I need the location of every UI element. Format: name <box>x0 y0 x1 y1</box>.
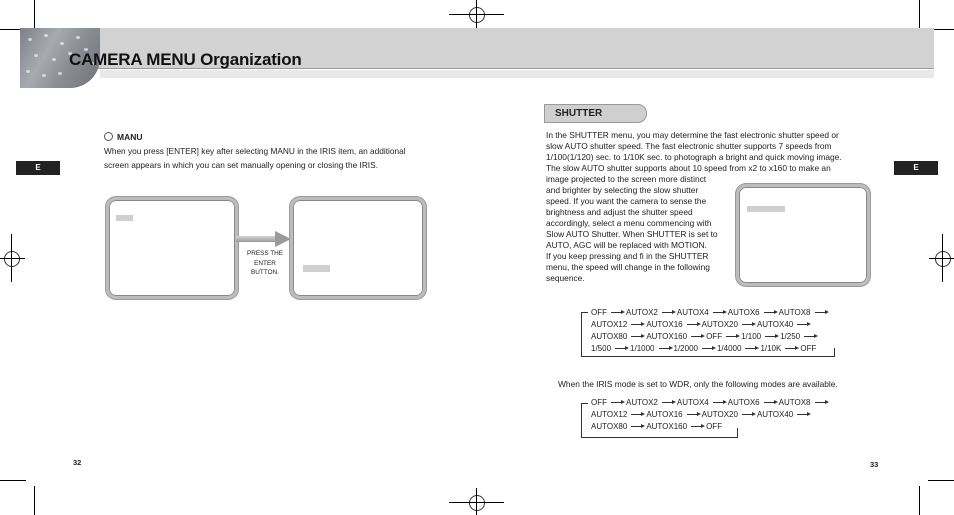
shutter-text-line: The slow AUTO shutter supports about 10 speed from x2 to x160 to make an <box>546 163 831 173</box>
sequence-item: AUTOX2 <box>626 398 658 407</box>
shutter-text-line: accordingly, select a menu commencing with <box>546 218 712 228</box>
crop-mark <box>928 480 954 481</box>
sequence-row <box>591 344 816 353</box>
wdr-note: When the IRIS mode is set to WDR, only the following modes are available. <box>558 379 838 389</box>
shutter-text-line: slow AUTO shutter speed. The fast electronic shutter supports 7 speeds from <box>546 141 832 151</box>
page-title: CAMERA MENU Organization <box>69 50 302 69</box>
bracket-line <box>581 403 582 437</box>
sequence-item: AUTOX160 <box>646 422 688 431</box>
arrow-right-icon <box>631 414 643 415</box>
bracket-line <box>581 356 834 357</box>
shutter-text-line: and brighter by selecting the slow shutter <box>546 185 699 195</box>
arrow-right-icon <box>631 324 643 325</box>
decor-dot <box>76 36 80 39</box>
bracket-line <box>581 403 588 404</box>
shutter-text-line: 1/100(1/120) sec. to 1/10K sec. to photograph a bright and quick moving image. <box>546 152 842 162</box>
bracket-line <box>581 312 588 313</box>
bracket-line <box>581 312 582 356</box>
arrow-right-icon <box>615 348 627 349</box>
sequence-item: AUTOX6 <box>727 308 760 317</box>
arrow-right-icon <box>713 312 725 313</box>
decor-dot <box>42 74 46 77</box>
shutter-text-line: image projected to the screen more distinct <box>546 174 707 184</box>
sequence-item: OFF <box>800 344 817 353</box>
sequence-row <box>591 308 830 317</box>
sequence-item: AUTOX12 <box>591 410 628 419</box>
shutter-text-line: In the SHUTTER menu, you may determine the fast electronic shutter speed or <box>546 130 839 140</box>
sequence-item: AUTOX8 <box>778 398 811 407</box>
arrow-right-icon <box>713 402 725 403</box>
bracket-line <box>581 437 737 438</box>
screen-after <box>290 197 426 299</box>
arrow-right-icon <box>764 312 776 313</box>
sequence-row <box>591 320 812 329</box>
arrow-right-icon <box>797 414 809 415</box>
crop-mark <box>0 480 26 481</box>
language-tab-right: E <box>894 161 938 175</box>
sequence-item: AUTOX6 <box>727 398 760 407</box>
shutter-screen <box>736 184 870 286</box>
arrow-right-icon <box>815 312 827 313</box>
arrow-right-icon <box>687 414 699 415</box>
registration-mark-icon <box>469 7 485 23</box>
menu-highlight <box>116 215 133 221</box>
sequence-item: OFF <box>591 398 607 407</box>
registration-mark-icon <box>469 495 485 511</box>
arrow-right-icon <box>691 426 703 427</box>
header-underline <box>100 70 934 78</box>
crop-mark <box>34 486 35 515</box>
menu-highlight <box>747 206 785 212</box>
circle-bullet-icon <box>104 132 113 141</box>
screen-before <box>106 197 238 299</box>
decor-dot <box>52 58 56 61</box>
decor-dot <box>26 70 30 73</box>
sequence-item: 1/100 <box>741 332 762 341</box>
sequence-item: AUTOX20 <box>701 320 738 329</box>
arrow-head-icon <box>275 231 291 247</box>
shutter-text-line: Slow AUTO Shutter. When SHUTTER is set to <box>546 229 718 239</box>
arrow-right-icon <box>785 348 797 349</box>
sequence-item: 1/1000 <box>630 344 655 353</box>
page-number-right: 33 <box>870 460 879 469</box>
sequence-item: OFF <box>591 308 607 317</box>
arrow-right-icon <box>687 324 699 325</box>
registration-mark-icon <box>935 251 951 267</box>
crop-mark <box>449 502 504 503</box>
sequence-item: AUTOX20 <box>701 410 738 419</box>
sequence-row <box>591 332 819 341</box>
sequence-item: AUTOX8 <box>778 308 811 317</box>
crop-mark <box>929 258 954 259</box>
decor-dot <box>60 42 64 45</box>
arrow-right-icon <box>797 324 809 325</box>
arrow-right-icon <box>236 236 276 242</box>
menu-highlight <box>303 265 330 272</box>
arrow-right-icon <box>742 324 754 325</box>
shutter-heading: SHUTTER <box>544 104 647 123</box>
press-enter-label: PRESS THE ENTER BUTTON. <box>246 250 284 276</box>
decor-dot <box>34 54 38 57</box>
shutter-text-line: speed. If you want the camera to sense the <box>546 196 707 206</box>
page-number-left: 32 <box>73 458 82 467</box>
crop-mark <box>34 0 35 29</box>
arrow-right-icon <box>702 348 714 349</box>
sequence-item: 1/500 <box>591 344 612 353</box>
sequence-item: AUTOX160 <box>646 332 688 341</box>
sequence-item: AUTOX40 <box>756 320 794 329</box>
manu-heading: MANU <box>104 132 143 142</box>
arrow-right-icon <box>815 402 827 403</box>
shutter-text-line: AUTO, AGC will be replaced with MOTION. <box>546 240 707 250</box>
arrow-right-icon <box>765 336 777 337</box>
sequence-row <box>591 410 812 419</box>
arrow-right-icon <box>691 336 703 337</box>
crop-mark <box>919 0 920 29</box>
sequence-item: OFF <box>706 422 723 431</box>
shutter-text-line: sequence. <box>546 273 585 283</box>
manu-text-line: When you press [ENTER] key after selecting MANU in the IRIS item, an additional <box>104 146 406 156</box>
arrow-right-icon <box>659 348 671 349</box>
sequence-item: AUTOX2 <box>626 308 658 317</box>
decor-dot <box>44 34 48 37</box>
bracket-line <box>834 348 835 357</box>
sequence-item: 1/4000 <box>716 344 742 353</box>
sequence-item: AUTOX40 <box>756 410 794 419</box>
arrow-right-icon <box>764 402 776 403</box>
sequence-item: 1/2000 <box>673 344 698 353</box>
sequence-item: AUTOX16 <box>646 410 683 419</box>
shutter-text-line: If you keep pressing and fi in the SHUTTER <box>546 251 709 261</box>
arrow-right-icon <box>662 402 674 403</box>
shutter-text-line: menu, the speed will change in the following <box>546 262 710 272</box>
arrow-right-icon <box>804 336 816 337</box>
crop-mark <box>449 14 504 15</box>
sequence-item: AUTOX4 <box>676 308 709 317</box>
arrow-right-icon <box>611 312 623 313</box>
arrow-right-icon <box>742 414 754 415</box>
sequence-row <box>591 398 830 407</box>
arrow-right-icon <box>631 426 643 427</box>
sequence-item: AUTOX80 <box>591 332 628 341</box>
crop-mark <box>919 486 920 515</box>
sequence-item: OFF <box>706 332 723 341</box>
sequence-item: AUTOX16 <box>646 320 683 329</box>
language-tab-left: E <box>16 161 60 175</box>
sequence-item: 1/10K <box>760 344 782 353</box>
sequence-item: AUTOX80 <box>591 422 628 431</box>
decor-dot <box>58 72 62 75</box>
shutter-text-line: brightness and adjust the shutter speed <box>546 207 693 217</box>
sequence-item: AUTOX4 <box>676 398 709 407</box>
sequence-row <box>591 422 722 431</box>
manu-text-line: screen appears in which you can set manually opening or closing the IRIS. <box>104 160 378 170</box>
registration-mark-icon <box>4 251 20 267</box>
sequence-item: 1/250 <box>780 332 801 341</box>
decor-dot <box>28 38 32 41</box>
arrow-right-icon <box>611 402 623 403</box>
bracket-line <box>737 428 738 438</box>
sequence-item: AUTOX12 <box>591 320 628 329</box>
crop-mark <box>0 258 25 259</box>
arrow-right-icon <box>631 336 643 337</box>
arrow-right-icon <box>745 348 757 349</box>
arrow-right-icon <box>662 312 674 313</box>
arrow-right-icon <box>726 336 738 337</box>
